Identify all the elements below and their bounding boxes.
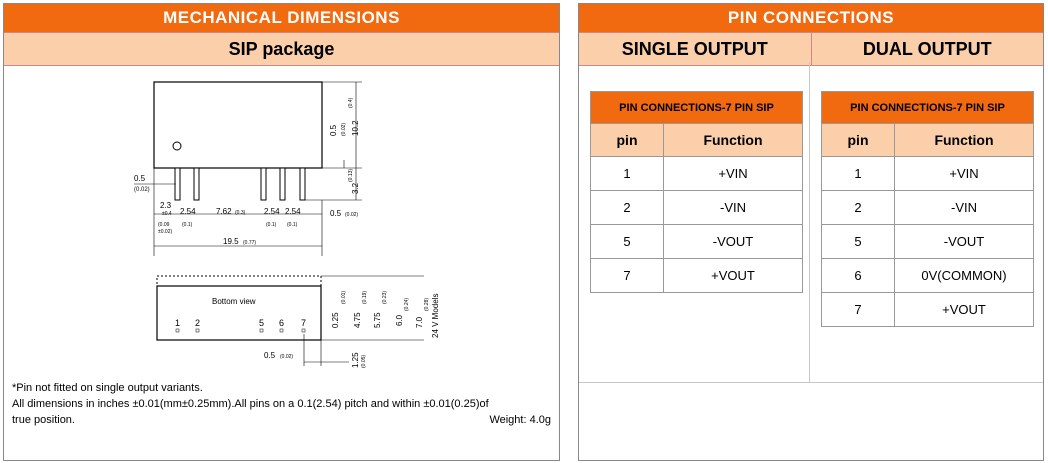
single-output-table bbox=[590, 91, 803, 293]
dim-v102-in: (0.4) bbox=[348, 97, 354, 108]
dim-195: 19.5 bbox=[223, 237, 239, 246]
dim-23-in2: ±0.02) bbox=[158, 229, 173, 235]
dim-254a: 2.54 bbox=[180, 207, 196, 216]
single-table-title: PIN CONNECTIONS-7 PIN SIP bbox=[591, 92, 803, 124]
dual-output-header: DUAL OUTPUT bbox=[811, 33, 1044, 65]
bottom-divider bbox=[579, 382, 1043, 383]
dim-762: 7.62 bbox=[216, 207, 232, 216]
pin-connections-header: PIN CONNECTIONS bbox=[579, 4, 1043, 32]
dim-v60-in: (0.24) bbox=[404, 297, 410, 311]
top-view-pins bbox=[175, 168, 305, 200]
pin-connections-panel bbox=[578, 3, 1044, 461]
bottom-pin-6: 6 bbox=[279, 318, 285, 328]
output-columns-header bbox=[579, 32, 1043, 66]
dim-v475-in: (0.19) bbox=[362, 290, 368, 304]
single-output-header: SINGLE OUTPUT bbox=[621, 39, 768, 59]
dim-v32: 3.2 bbox=[351, 182, 360, 194]
dim-v60: 6.0 bbox=[395, 314, 404, 326]
dim-254b: 2.54 bbox=[264, 207, 280, 216]
single-col-function: Function bbox=[664, 124, 803, 157]
dim-254b-in: (0.1) bbox=[266, 222, 277, 228]
note-pin-not-fitted: *Pin not fitted on single output variants. bbox=[12, 382, 203, 394]
dim-05-right: 0.5 bbox=[330, 209, 342, 218]
table-row: 7 +VOUT bbox=[822, 293, 1034, 327]
dim-v025-in: (0.01) bbox=[341, 290, 347, 304]
bottom-pin-7: 7 bbox=[301, 318, 307, 328]
dual-table-title: PIN CONNECTIONS-7 PIN SIP bbox=[822, 92, 1034, 124]
dual-output-table bbox=[821, 91, 1034, 327]
dim-v05-in: (0.02) bbox=[341, 122, 347, 136]
bottom-pin-1: 1 bbox=[175, 318, 181, 328]
dim-v102: 10.2 bbox=[351, 120, 360, 136]
notes bbox=[12, 380, 552, 428]
dim-v575-in: (0.23) bbox=[382, 290, 388, 304]
dim-23: 2.3 bbox=[160, 201, 172, 210]
sip-package-subheader: SIP package bbox=[4, 32, 559, 66]
table-row: 5 -VOUT bbox=[822, 225, 1034, 259]
table-row: 1 +VIN bbox=[591, 157, 803, 191]
dim-v025: 0.25 bbox=[331, 312, 340, 328]
dim-762-in: (0.3) bbox=[235, 210, 246, 216]
dim-v32-in: (0.13) bbox=[348, 168, 354, 182]
dim-h05: 0.5 bbox=[264, 351, 276, 360]
bottom-view-title: Bottom view bbox=[212, 297, 256, 306]
bottom-pin-5: 5 bbox=[259, 318, 265, 328]
table-row: 7 +VOUT bbox=[591, 259, 803, 293]
dim-254a-in: (0.1) bbox=[182, 222, 193, 228]
single-col-pin: pin bbox=[591, 124, 664, 157]
mechanical-dimensions-header: MECHANICAL DIMENSIONS bbox=[4, 4, 559, 32]
dim-23-tol: ±0.4 bbox=[162, 211, 172, 217]
dim-05-right-in: (0.02) bbox=[345, 212, 359, 218]
module-body-top bbox=[154, 82, 322, 168]
dim-254c-in: (0.1) bbox=[287, 222, 298, 228]
dual-col-pin: pin bbox=[822, 124, 895, 157]
table-row: 6 0V(COMMON) bbox=[822, 259, 1034, 293]
dimension-drawing bbox=[4, 66, 559, 376]
dim-h05-in: (0.02) bbox=[280, 354, 294, 360]
dim-05-left-in: (0.02) bbox=[134, 187, 150, 193]
dim-v70-in: (0.28) bbox=[424, 297, 430, 311]
table-row: 2 -VIN bbox=[822, 191, 1034, 225]
note-dimensions: All dimensions in inches ±0.01(mm±0.25mm).All pins on a 0.1(2.54) pitch and within ±0.01(0.25)of true position. bbox=[12, 398, 489, 426]
weight-label: Weight: 4.0g bbox=[489, 414, 551, 426]
dual-col-function: Function bbox=[895, 124, 1034, 157]
module-body-bottom bbox=[157, 286, 321, 340]
dim-v125: 1.25 bbox=[351, 352, 360, 368]
dim-23-in: (0.09 bbox=[158, 222, 170, 228]
table-row: 2 -VIN bbox=[591, 191, 803, 225]
dim-254c: 2.54 bbox=[285, 207, 301, 216]
column-divider bbox=[809, 62, 810, 382]
table-row: 1 +VIN bbox=[822, 157, 1034, 191]
dim-24v-models: 24 V Models bbox=[431, 293, 440, 338]
mechanical-dimensions-panel bbox=[3, 3, 560, 461]
dim-05-left: 0.5 bbox=[134, 174, 146, 183]
dim-195-in: (0.77) bbox=[243, 240, 257, 246]
dim-v475: 4.75 bbox=[353, 312, 362, 328]
dim-v125-in: (0.05) bbox=[361, 354, 367, 368]
table-row: 5 -VOUT bbox=[591, 225, 803, 259]
dim-v70: 7.0 bbox=[415, 316, 424, 328]
dim-v575: 5.75 bbox=[373, 312, 382, 328]
dim-v05: 0.5 bbox=[329, 124, 338, 136]
bottom-pin-2: 2 bbox=[195, 318, 201, 328]
